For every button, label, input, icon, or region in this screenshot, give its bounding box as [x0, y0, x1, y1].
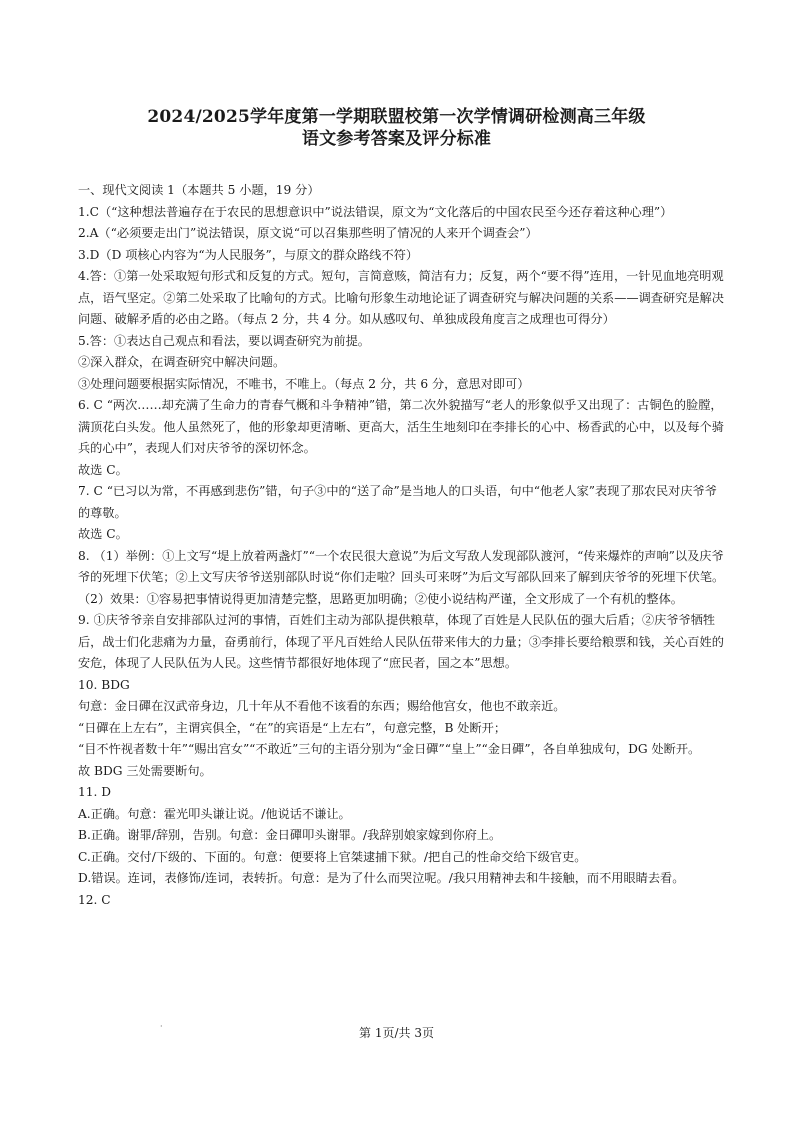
answer-6: 6. C “两次……却充满了生命力的青春气概和斗争精神”错，第二次外貌描写“老人的形象似乎又出现了：古铜色的脸膛，满顶花白头发。他人虽然死了，他的形象却更清晰、更高大，活生生地刻印在李排长的心中、杨香武的心中，以及每个骑兵的心中”，表现人们对庆爷爷的深切怀念。 — [78, 398, 724, 455]
answer-2: 2.A（“必须要走出门”说法错误，原文说“可以召集那些明了情况的人来开个调查会”） — [78, 226, 538, 240]
answer-8: 8. （1）举例：①上文写“堤上放着两盏灯”“一个农民很大意说”为后文写敌人发现部队渡河，“传来爆炸的声响”以及庆爷爷的死埋下伏笔；②上文写庆爷爷送别部队时说“你们走啦？回头可来呀”为后文写部队回来了解到庆爷爷的死埋下伏笔。（2）效果：①容易把事情说得更加清楚完整，思路更加明确；②使小说结构严谨，全文形成了一个有机的整体。 — [78, 548, 725, 606]
page-speck: · — [160, 1022, 163, 1031]
answer-body — [78, 180, 728, 911]
answer-4: 4.答：①第一处采取短句形式和反复的方式。短句，言简意赅，简洁有力；反复，两个“要不得”连用，一针见血地亮明观点，语气坚定。②第二处采取了比喻句的方式。比喻句形象生动地论证了调查研究与解决问题的关系——调查研究是解决问题、破解矛盾的必由之路。（每点 2 分，共 4 分。如从感叹句、单独成段角度言之成理也可得分） — [78, 269, 724, 326]
answer-11-d: D.错误。连词，表修饰/连词，表转折。句意：是为了什么而哭泣呢。/我只用精神去和牛接触，而不用眼睛去看。 — [78, 871, 685, 885]
answer-10-conclusion: 故 BDG 三处需要断句。 — [78, 763, 212, 778]
section-heading: 一、现代文阅读 1（本题共 5 小题，19 分） — [78, 183, 320, 197]
answer-11-b: B.正确。谢罪/辞别，告别。句意：金日磾叩头谢罪。/我辞别娘家嫁到你府上。 — [78, 828, 502, 842]
answer-3: 3.D（D 项核心内容为“为人民服务”，与原文的群众路线不符） — [78, 247, 419, 262]
answer-10: 10. BDG — [78, 677, 130, 692]
answer-10-meaning: 句意：金日磾在汉武帝身边，几十年从不看他不该看的东西；赐给他宫女，他也不敢亲近。 — [78, 699, 566, 713]
answer-10-note-b: “日磾在上左右”，主谓宾俱全，“在”的宾语是“上左右”，句意完整，B 处断开； — [78, 720, 507, 735]
answer-11-c: C.正确。交付/下级的、下面的。句意：便要将上官桀逮捕下狱。/把自己的性命交给下级官吏。 — [78, 849, 587, 864]
page-number: 第 1页/共 3页 — [359, 1026, 434, 1040]
answer-7: 7. C “已习以为常，不再感到悲伤”错，句子③中的“送了命”是当地人的口头语，句中“他老人家”表现了那农民对庆爷爷的尊敬。 — [78, 484, 717, 520]
document-title: 2024/2025学年度第一学期联盟校第一次学情调研检测高三年级 — [147, 107, 646, 127]
answer-5-point-3: ③处理问题要根据实际情况，不唯书，不唯上。（每点 2 分，共 6 分，意思对即可） — [78, 376, 530, 391]
answer-7-choice: 故选 C。 — [78, 527, 128, 541]
answer-5-point-2: ②深入群众，在调查研究中解决问题。 — [78, 355, 286, 369]
answer-11-a: A.正确。句意：霍光叩头谦让说。/他说话不谦让。 — [78, 806, 351, 821]
answer-5: 5.答：①表达自己观点和看法，要以调查研究为前提。 — [78, 333, 370, 348]
answer-11: 11. D — [78, 785, 112, 799]
answer-10-note-dg: “目不忤视者数十年”“赐出宫女”“不敢近”三句的主语分别为“金日磾”“皇上”“金日磾”，各自单独成句，DG 处断开。 — [78, 742, 701, 756]
answer-1: 1.C（“这种想法普遍存在于农民的思想意识中”说法错误，原文为“文化落后的中国农民至今还存着这种心理”） — [78, 204, 673, 219]
answer-12: 12. C — [78, 892, 111, 907]
answer-9: 9. ①庆爷爷亲自安排部队过河的事情，百姓们主动为部队提供粮草，体现了百姓是人民队伍的强大后盾；②庆爷爷牺牲后，战士们化悲痛为力量，奋勇前行，体现了平凡百姓给人民队伍带来伟大的力量；③李排长要给粮票和钱，关心百姓的安危，体现了人民队伍为人民。这些情节都很好地体现了“庶民者，国之本”思想。 — [78, 613, 724, 670]
document-subtitle: 语文参考答案及评分标准 — [301, 129, 492, 149]
answer-6-choice: 故选 C。 — [78, 462, 128, 477]
